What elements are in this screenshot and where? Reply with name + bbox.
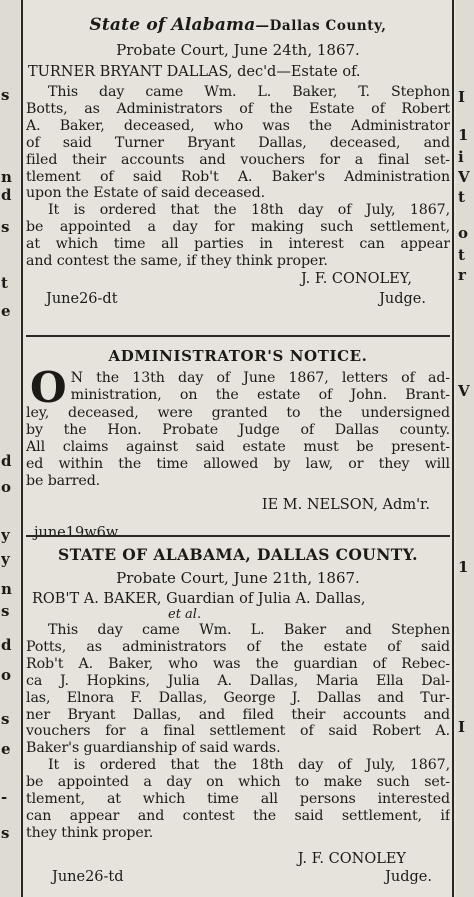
body-line: A. Baker, deceased, who was the Administrator bbox=[26, 117, 450, 134]
judge-title: Judge. bbox=[379, 290, 426, 307]
right-fragment: t bbox=[458, 190, 465, 205]
body-line: by the Hon. Probate Judge of Dallas county. bbox=[26, 421, 450, 438]
court-date: Probate Court, June 24th, 1867. bbox=[116, 41, 360, 59]
left-fragment: d bbox=[1, 638, 12, 653]
left-fragment: t bbox=[1, 276, 8, 291]
body-line: It is ordered that the 18th day of July, 1867, bbox=[48, 202, 450, 219]
left-fragment: e bbox=[1, 304, 11, 319]
advertisement-column bbox=[26, 0, 450, 897]
guardian-caption: ROB'T A. BAKER, Guardian of Julia A. Dallas, bbox=[32, 591, 366, 607]
right-fragment: t bbox=[458, 248, 465, 263]
body-line: Botts, as Administrators of the Estate of Robert bbox=[26, 100, 450, 117]
body-line: upon the Estate of said deceased. bbox=[26, 185, 265, 202]
left-fragment: s bbox=[1, 712, 10, 727]
notice-divider bbox=[26, 335, 450, 337]
body-line: tlement of said Rob't A. Baker's Administration bbox=[26, 168, 450, 185]
left-fragment: s bbox=[1, 88, 10, 103]
heading-county: —Dallas County, bbox=[255, 18, 387, 34]
court-date: Probate Court, June 21th, 1867. bbox=[116, 569, 360, 587]
notice-heading bbox=[26, 14, 450, 37]
body-line: tlement, at which time all persons interested bbox=[26, 791, 450, 808]
administrator-name: IE M. NELSON, Adm'r. bbox=[261, 496, 430, 513]
judge-name: J. F. CONOLEY bbox=[297, 850, 406, 867]
run-code: June26-td bbox=[52, 868, 124, 885]
body-line: at which time all parties in interest can appear bbox=[26, 236, 450, 253]
left-fragment: n bbox=[1, 170, 12, 185]
body-line: and contest the same, if they think proper. bbox=[26, 253, 328, 270]
estate-caption: TURNER BRYANT DALLAS, dec'd—Estate of. bbox=[28, 64, 361, 80]
notice-body bbox=[26, 84, 450, 270]
body-line: All claims against said estate must be present- bbox=[26, 438, 450, 455]
notice-body bbox=[26, 363, 450, 490]
left-fragment: y bbox=[1, 528, 10, 543]
right-fragment: 1 bbox=[458, 560, 469, 575]
run-line bbox=[26, 524, 450, 542]
left-fragment: - bbox=[1, 790, 8, 805]
run-code: June26-dt bbox=[46, 290, 118, 307]
administrator-notice bbox=[26, 346, 450, 542]
column-rule-right bbox=[452, 0, 454, 897]
body-line: filed their accounts and vouchers for a final set- bbox=[26, 151, 450, 168]
body-line: be appointed a day on which to make such set- bbox=[26, 774, 450, 791]
right-fragment: o bbox=[458, 226, 469, 241]
left-neighbor-column bbox=[0, 0, 20, 897]
body-line: Rob't A. Baker, who was the guardian of Rebec- bbox=[26, 655, 450, 672]
right-fragment: V bbox=[458, 384, 470, 399]
signature-line bbox=[26, 850, 450, 868]
judge-title: Judge. bbox=[385, 868, 432, 885]
right-fragment: V bbox=[458, 170, 470, 185]
left-fragment: o bbox=[1, 480, 12, 495]
body-line: be barred. bbox=[26, 472, 101, 489]
notice-title: ADMINISTRATOR'S NOTICE. bbox=[108, 347, 368, 365]
body-line: ministration, on the estate of John. Brant- bbox=[70, 386, 450, 403]
notice-divider bbox=[26, 535, 450, 537]
left-fragment: y bbox=[1, 552, 10, 567]
right-neighbor-column bbox=[456, 0, 474, 897]
left-fragment: e bbox=[1, 742, 11, 757]
body-line: Potts, as administrators of the estate of said bbox=[26, 638, 450, 655]
body-line: This day came Wm. L. Baker and Stephen bbox=[48, 622, 450, 638]
drop-cap: O bbox=[30, 363, 67, 412]
right-fragment: i bbox=[458, 150, 464, 165]
left-fragment: d bbox=[1, 188, 12, 203]
body-line: las, Elnora F. Dallas, George J. Dallas and Tur- bbox=[26, 689, 450, 706]
body-line: be appointed a day for making such settlement, bbox=[26, 219, 450, 236]
body-line: can appear and contest the said settlement, if bbox=[26, 807, 450, 824]
body-line: It is ordered that the 18th day of July, 1867, bbox=[48, 757, 450, 774]
left-fragment: o bbox=[1, 668, 12, 683]
body-line: Baker's guardianship of said wards. bbox=[26, 740, 281, 757]
left-fragment: s bbox=[1, 604, 10, 619]
signature-line bbox=[26, 270, 450, 288]
body-line: This day came Wm. L. Baker, T. Stephon bbox=[48, 84, 450, 100]
body-line: ley, deceased, were granted to the undersigned bbox=[26, 405, 450, 421]
body-line: ca J. Hopkins, Julia A. Dallas, Maria Ella Dal- bbox=[26, 672, 450, 689]
right-fragment: I bbox=[458, 90, 466, 105]
body-line: they think proper. bbox=[26, 824, 154, 841]
judge-name: J. F. CONOLEY, bbox=[300, 270, 412, 287]
heading-state: State of Alabama bbox=[89, 15, 256, 35]
body-line: N the 13th day of June 1867, letters of ad- bbox=[70, 370, 450, 386]
body-line: of said Turner Bryant Dallas, deceased, and bbox=[26, 134, 450, 151]
run-line bbox=[26, 290, 450, 308]
notice-body bbox=[26, 622, 450, 842]
estate-notice-dallas bbox=[26, 14, 450, 308]
signature-line bbox=[26, 496, 450, 514]
left-fragment: d bbox=[1, 454, 12, 469]
left-fragment: s bbox=[1, 826, 10, 841]
run-line bbox=[26, 868, 450, 886]
guardian-caption-sub: et al. bbox=[168, 607, 202, 622]
guardian-notice bbox=[26, 544, 450, 886]
left-fragment: n bbox=[1, 582, 12, 597]
right-fragment: r bbox=[458, 268, 466, 283]
body-line: ner Bryant Dallas, and filed their accounts and bbox=[26, 706, 450, 723]
notice-heading: STATE OF ALABAMA, DALLAS COUNTY. bbox=[58, 545, 418, 564]
run-code: june19w6w. bbox=[34, 524, 122, 541]
right-fragment: I bbox=[458, 720, 466, 735]
column-rule-left bbox=[21, 0, 23, 897]
body-line: ed within the time allowed by law, or they will bbox=[26, 455, 450, 472]
right-fragment: 1 bbox=[458, 128, 469, 143]
body-line: vouchers for a final settlement of said Robert A. bbox=[26, 723, 450, 740]
left-fragment: s bbox=[1, 220, 10, 235]
